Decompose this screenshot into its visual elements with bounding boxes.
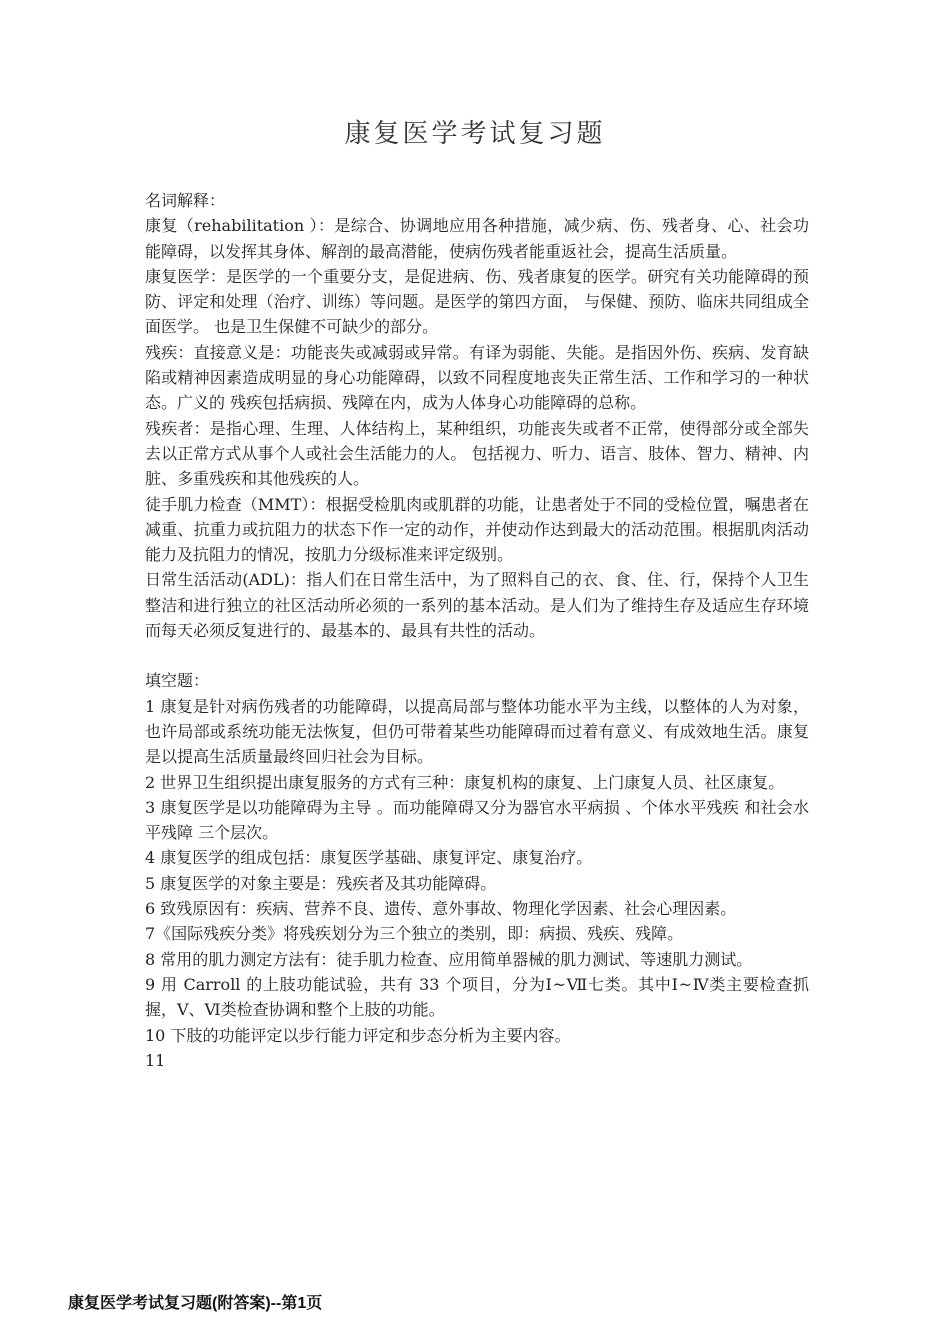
definition-disability: 残疾：直接意义是：功能丧失或减弱或异常。有译为弱能、失能。是指因外伤、疾病、发育缺陷或精神因素造成明显的身心功能障碍，以致不同程度地丧失正常生活、工作和学习的一种状态。广义的 残疾包括病损、残障在内，成为人体身心功能障碍的总称。 — [145, 342, 809, 413]
definition-rehabilitation: 康复（rehabilitation ）：是综合、协调地应用各种措施，减少病、伤、残者身、心、社会功能障碍，以发挥其身体、解剖的最高潜能，使病伤残者能重返社会，提高生活质量。 — [145, 216, 809, 261]
definition-rehabilitation-medicine: 康复医学：是医学的一个重要分支，是促进病、伤、残者康复的医学。研究有关功能障碍的预防、评定和处理（治疗、训练）等问题。是医学的第四方面， 与保健、预防、临床共同组成全面医学。 也是卫生保健不可缺少的部分。 — [145, 266, 809, 337]
fill-in-item-2: 2 世界卫生组织提出康复服务的方式有三种：康复机构的康复、上门康复人员、社区康复。 — [145, 772, 785, 792]
document-body — [145, 188, 809, 1073]
fill-in-heading: 填空题： — [145, 671, 210, 691]
fill-in-item-11: 11 — [145, 1050, 166, 1070]
section-spacer — [145, 643, 809, 668]
definition-disabled-person: 残疾者：是指心理、生理、人体结构上，某种组织，功能丧失或者不正常，使得部分或全部失去以正常方式从事个人或社会生活能力的人。 包括视力、听力、语言、肢体、智力、精神、内脏、多重残疾和其他残疾的人。 — [145, 418, 809, 489]
fill-in-item-9: 9 用 Carroll 的上肢功能试验，共有 33 个项目，分为Ⅰ~Ⅶ七类。其中Ⅰ~Ⅳ类主要检查抓握，Ⅴ、Ⅵ类检查协调和整个上肢的功能。 — [145, 974, 809, 1020]
fill-in-item-10: 10 下肢的功能评定以步行能力评定和步态分析为主要内容。 — [145, 1025, 571, 1045]
fill-in-item-3: 3 康复医学是以功能障碍为主导 。而功能障碍又分为器官水平病损 、个体水平残疾 和社会水平残障 三个层次。 — [145, 797, 809, 843]
page-title: 康复医学考试复习题 — [344, 119, 606, 149]
definition-mmt: 徒手肌力检查（MMT）：根据受检肌肉或肌群的功能，让患者处于不同的受检位置，嘱患者在减重、抗重力或抗阻力的状态下作一定的动作，并使动作达到最大的活动范围。根据肌肉活动能力及抗阻力的情况，按肌力分级标准来评定级别。 — [145, 494, 809, 565]
fill-in-item-5: 5 康复医学的对象主要是：残疾者及其功能障碍。 — [145, 873, 497, 893]
fill-in-item-6: 6 致残原因有：疾病、营养不良、遗传、意外事故、物理化学因素、社会心理因素。 — [145, 899, 737, 919]
definition-adl: 日常生活活动(ADL)：指人们在日常生活中，为了照料自己的衣、食、住、行，保持个人卫生整洁和进行独立的社区活动所必须的一系列的基本活动。是人们为了维持生存及适应生存环境而每天必须反复进行的、最基本的、最具有共性的活动。 — [145, 570, 809, 641]
page-footer: 康复医学考试复习题(附答案)--第1页 — [68, 1295, 323, 1312]
fill-in-item-4: 4 康复医学的组成包括：康复医学基础、康复评定、康复治疗。 — [145, 848, 593, 868]
definitions-heading: 名词解释： — [145, 191, 226, 210]
fill-in-item-1: 1 康复是针对病伤残者的功能障碍，以提高局部与整体功能水平为主线，以整体的人为对象，也许局部或系统功能无法恢复，但仍可带着某些功能障碍而过着有意义、有成效地生活。康复是以提高生活质量最终回归社会为目标。 — [145, 696, 809, 767]
fill-in-item-7: 7《国际残疾分类》将残疾划分为三个独立的类别，即：病损、残疾、残障。 — [145, 924, 684, 944]
fill-in-item-8: 8 常用的肌力测定方法有：徒手肌力检查、应用简单器械的肌力测试、等速肌力测试。 — [145, 949, 753, 969]
